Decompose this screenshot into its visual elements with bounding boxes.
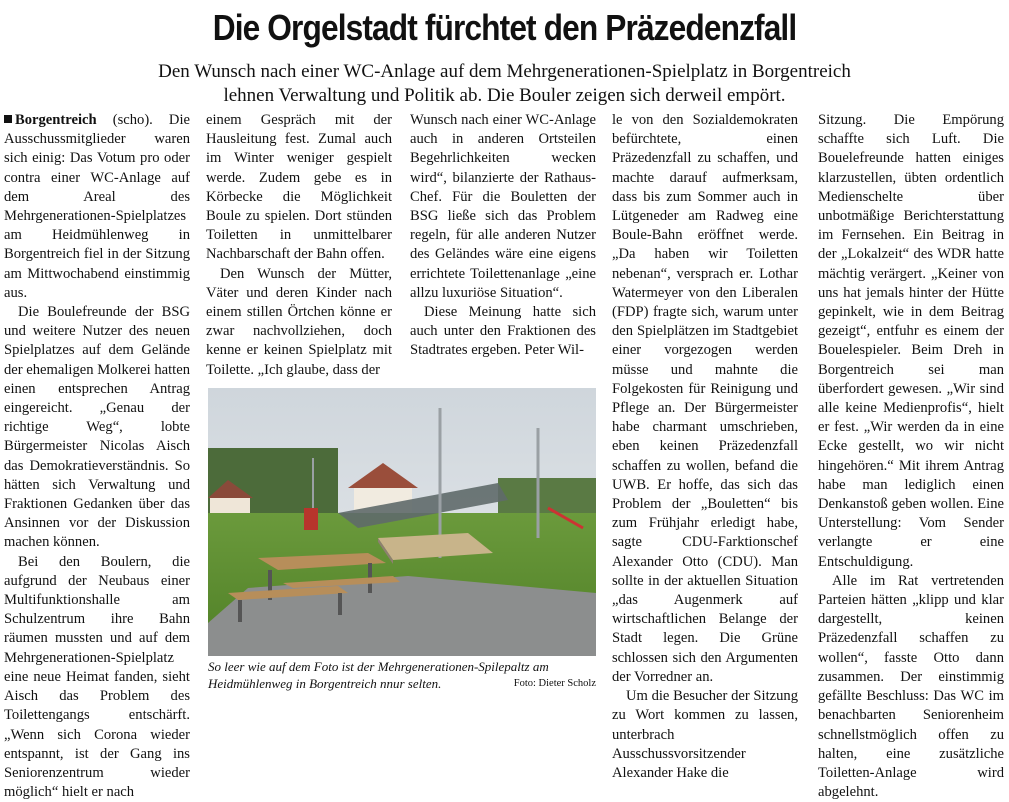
playground-photo (208, 388, 596, 656)
paragraph: le von den Sozialdemokraten befürchtete, einen Präzedenzfall zu schaffen, und machte darauf aufmerksam, dass bis zum Sommer auch in Lütgeneder am Radweg eine Boule-Bahn eröffnet werde. „Da haben wir Toiletten nebenan“, versprach er. Lothar Watermeyer von den Liberalen (FDP) fragte sich, warum unter den Spielplätzen im Stadtgebiet einer vorgezogen werden müsse und mahnte die Folgekosten für Reinigung und Pflege an. Der Bürgermeister habe charmant umschrieben, eben keinen Präzedenzfall schaffen zu wollen, befand die UWB. Er hoffe, das sich das Problem der „Bouletten“ bis zum Frühjahr erledigt habe, sagte CDU-Farktionschef Alexander Otto (CDU). Man sollte in der aktuellen Situation „das Augenmerk auf wirtschaftlichen Belange der Stadt legen. Die Grüne schlossen sich den Argumenten der Vorredner an. (612, 112, 798, 685)
dateline-square-icon (4, 115, 12, 123)
article-column-1 (4, 111, 190, 801)
paragraph (4, 111, 190, 303)
subtitle-line-2: lehnen Verwaltung und Politik ab. Die Bouler zeigen sich derweil empört. (223, 85, 786, 106)
headline: Die Orgelstadt fürchtet den Präzedenzfall (212, 7, 797, 48)
paragraph: Wunsch nach einer WC-Anlage auch in anderen Ortsteilen Begehrlichkeiten wecken wird“, bilanzierte der Rathaus-Chef. Für die Bouletten der BSG ließe sich das Problem regeln, für alle anderen Nutzer des Geländes wäre eine eigens errichtete Toilettenanlage „eine allzu luxuriöse Situation“. (410, 112, 596, 301)
photo-credit: Foto: Dieter Scholz (513, 678, 596, 689)
subtitle (0, 60, 1009, 108)
paragraph: Um die Besucher der Sitzung zu Wort kommen zu lassen, unterbrach Ausschussvorsitzender Alexander Hake die (612, 688, 798, 781)
paragraph: Alle im Rat vertretenden Parteien hätten „klipp und klar dargestellt, keinen Präzedenzfall schaffen zu wollen“, fasste Otto dann zusammen. Der einstimmig gefällte Beschluss: Das WC im benachbarten Seniorenheim schnellstmöglich offen zu halten, eine zusätzliche Toiletten-Anlage wird abgelehnt. (818, 572, 1004, 801)
article-column-4 (612, 111, 798, 781)
photo-caption (208, 658, 596, 692)
caption-text: So leer wie auf dem Foto ist der Mehrgenerationen-Spilepaltz am Heidmühlenweg in Borgentreich nnur selten. (208, 659, 549, 691)
paragraph: Sitzung. Die Empörung schaffte sich Luft. Die Bouelefreunde hatten einiges klarzustellen, übten ordentlich Medienschelte über unbotmäßige Berichterstattung im Fernsehen. Ein Beitrag in der „Lokalzeit“ des WDR hatte mächtig verärgert. „Keiner von uns hat jemals hinter der Hütte gepinkelt, wie in dem Beitrag gezeigt“, entfuhr es einem der Bouelespieler. Beim Dreh in Borgentreich sei man überfordert gewesen. „Wir sind alle keine Medienprofis“, hielt er fest. „Wir werden da in eine Ecke gestellt, wo wir nicht hingehören.“ Mit ihrem Antrag habe man lediglich einen Denkanstoß geben wollen. Eine Unterstellung: Vom Sender verlangte er eine Entschuldigung. (818, 112, 1004, 570)
paragraph-text: (scho). Die Ausschussmitglieder waren sich einig: Das Votum pro oder contra einer WC-Anlage auf dem Areal des Mehrgenerationen-Spielplatzes am Heidmühlenweg in Borgentreich fiel in der Sitzung am Mittwochabend einstimmig aus. (4, 112, 190, 301)
article-column-2 (206, 111, 392, 378)
playground-illustration (208, 388, 596, 656)
paragraph: Den Wunsch der Mütter, Väter und deren Kinder nach einem stillen Örtchen könne er zwar nachvollziehen, doch kenne er keinen Spielplatz mit Toilette. „Ich glaube, dass der (206, 265, 392, 378)
subtitle-line-1: Den Wunsch nach einer WC-Anlage auf dem Mehrgenerationen-Spielplatz in Borgentreich (158, 61, 851, 82)
article-column-5 (818, 111, 1004, 801)
paragraph: einem Gespräch mit der Hausleitung fest. Zumal auch im Winter weniger gespielt werde. Zudem gebe es in Körbecke die Möglichkeit Boule zu spielen. Dort stünden Toiletten in unmittelbarer Nachbarschaft der Bahn offen. (206, 112, 392, 263)
paragraph: Bei den Boulern, die aufgrund der Neubaus einer Multifunktionshalle am Schulzentrum ihre Bahn räumen mussten und auf dem Mehrgenerationen-Spielplatz eine neue Heimat fanden, sieht Aisch das Problem des Toilettengangs entschärft. „Wenn sich Corona wieder entspannt, ist der Gang ins Seniorenzentrum wieder möglich“ hielt er nach (4, 553, 190, 801)
paragraph: Die Boulefreunde der BSG und weitere Nutzer des neuen Spielplatzes auf dem Gelände der ehemaligen Molkerei hatten einen entsprechen Antrag eingereicht. „Genau der richtige Weg“, lobte Bürgermeister Nicolas Aisch das Demokratieverständnis. So hätten sich Verwaltung und Fraktionen Gedanken über das Ansinnen vor der Diskussion machen können. (4, 304, 190, 551)
paragraph: Diese Meinung hatte sich auch unter den Fraktionen des Stadtrates ergeben. Peter Wil- (410, 304, 596, 359)
article-column-3 (410, 111, 596, 359)
dateline: Borgentreich (15, 112, 97, 128)
